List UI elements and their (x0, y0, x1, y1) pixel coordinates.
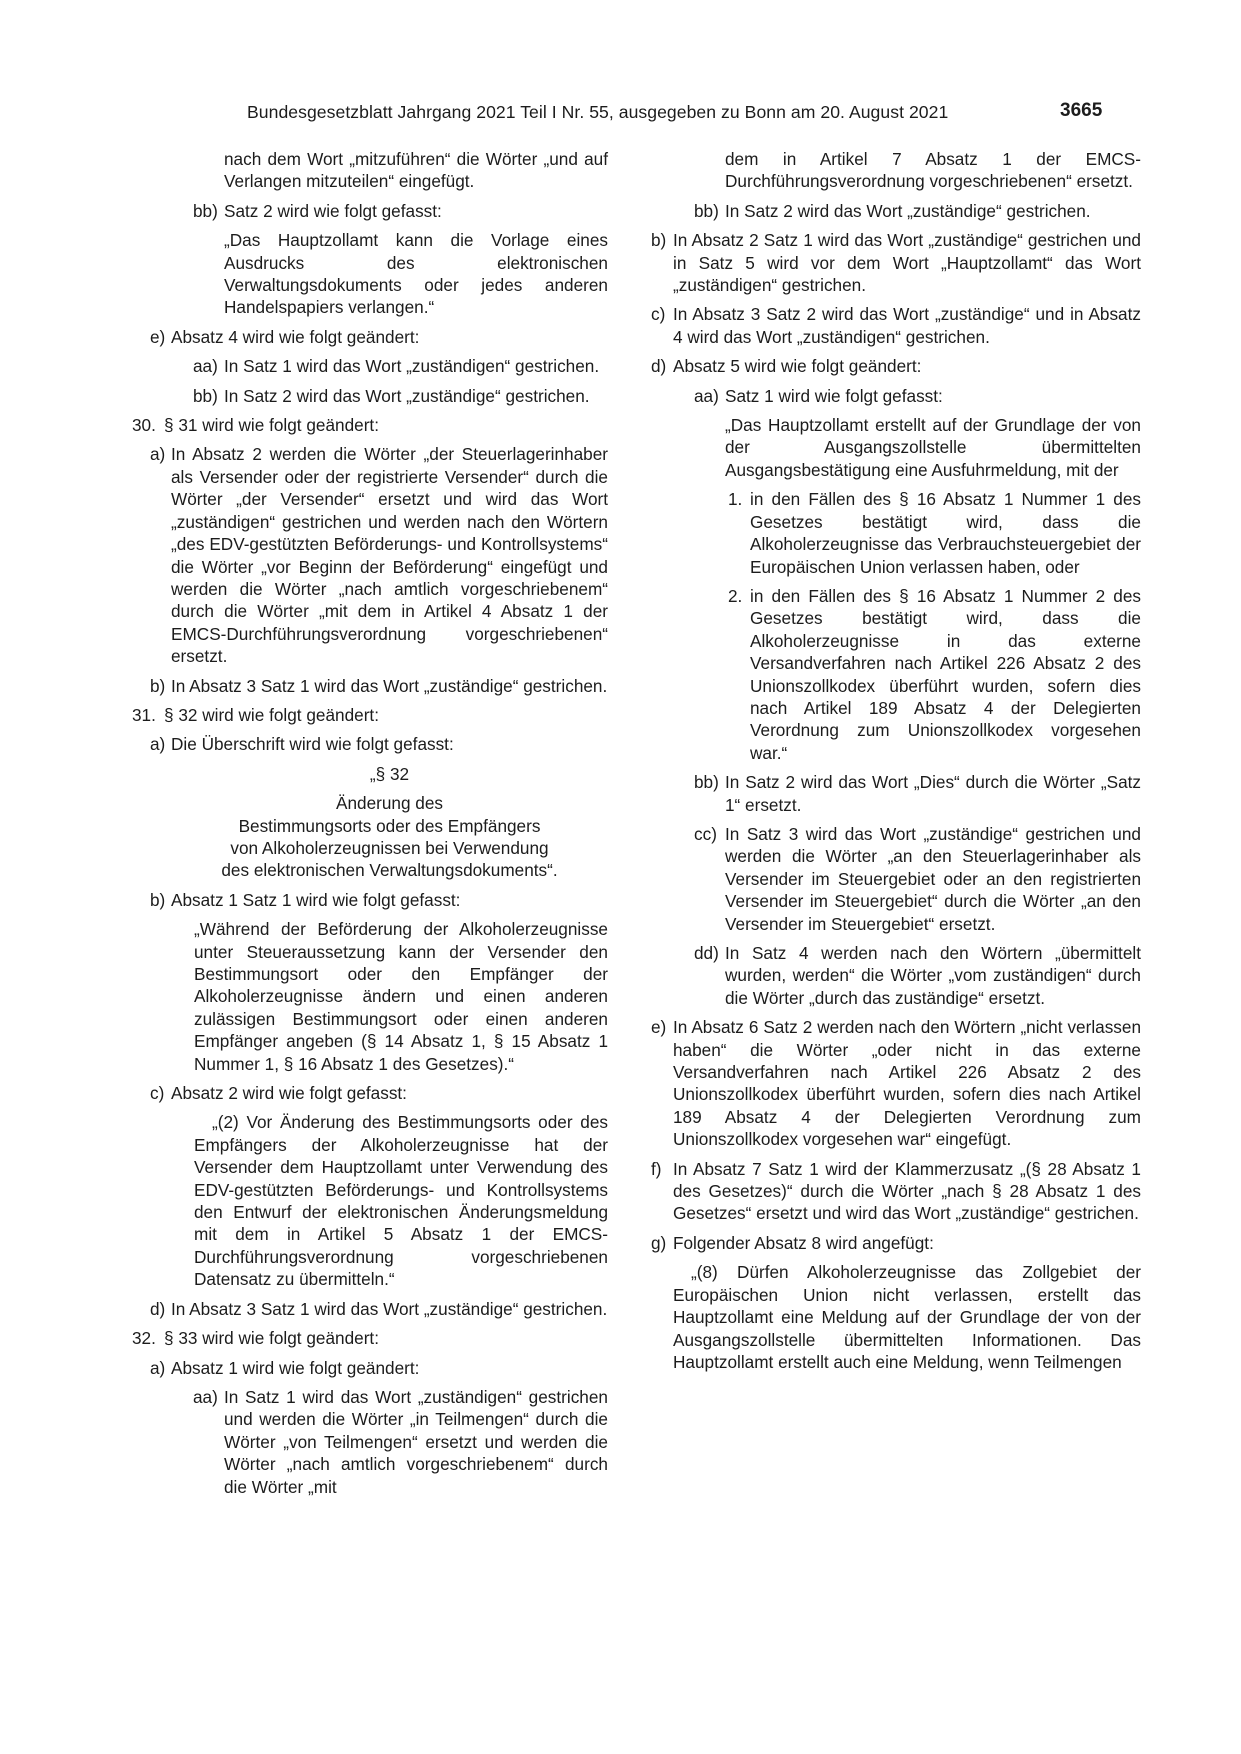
item-text: § 31 wird wie folgt geändert: (164, 415, 379, 436)
item-g (651, 1232, 1141, 1254)
item-text: in den Fällen des § 16 Absatz 1 Nummer 2 des Gesetzes bestätigt wird, dass die Alkoholerzeugnisse in das externe Versandverfahren nach Artikel 226 Absatz 2 des Unionszollkodex überführt wurden, sofern dies nach Artikel 189 Absatz 4 der Delegierten Verordnung zum Unionszollkodex vorgesehen war.“ (750, 585, 1141, 763)
item-text: Satz 1 wird wie folgt gefasst: (725, 385, 943, 406)
quoted-text: „Das Hauptzollamt erstellt auf der Grundlage der von der Ausgangszollstelle übermittelten Ausgangsbestätigung eine Ausfuhrmeldung, mit der (725, 415, 1141, 480)
item-30-b (150, 675, 608, 697)
item-label: f) (651, 1158, 662, 1179)
item-text: in den Fällen des § 16 Absatz 1 Nummer 1 des Gesetzes bestätigt wird, dass die Alkoholerzeugnisse das Verbrauchsteuergebiet der Europäischen Union verlassen haben, oder (750, 489, 1141, 577)
item-text: In Absatz 3 Satz 1 wird das Wort „zuständige“ gestrichen. (171, 1298, 608, 1319)
item-text: In Absatz 3 Satz 1 wird das Wort „zuständige“ gestrichen. (171, 675, 608, 696)
header-title: Bundesgesetzblatt Jahrgang 2021 Teil I Nr. 55, ausgegeben zu Bonn am 20. August 2021 (247, 102, 949, 122)
item-label: aa) (694, 385, 719, 406)
item-label: g) (651, 1232, 667, 1253)
heading-line: Bestimmungsorts oder des Empfängers (238, 815, 541, 836)
item-text: In Satz 2 wird das Wort „zuständige“ gestrichen. (224, 385, 590, 406)
item-label: aa) (193, 356, 218, 377)
numbered-item-2 (728, 585, 1141, 764)
quoted-text: „(2) Vor Änderung des Bestimmungsorts oder des Empfängers der Alkoholerzeugnisse hat der Versender dem Hauptzollamt unter Verwendung des EDV-gestützten Beförderungs- und Kontrollsystems den Entwurf der elektronischen Änderungsmeldung mit dem in Artikel 5 Absatz 1 der EMCS-Durchführungsverordnung vorgeschriebenen Datensatz zu übermitteln.“ (194, 1112, 608, 1290)
item-d (651, 355, 1141, 377)
item-label: e) (150, 326, 166, 347)
item-f (651, 1158, 1141, 1225)
item-text: In Satz 4 werden nach den Wörtern „übermittelt wurden, werden“ die Wörter „vom zuständigen“ durch die Wörter „durch das zuständige“ ersetzt. (725, 943, 1141, 1008)
item-text: In Satz 1 wird das Wort „zuständigen“ gestrichen und werden die Wörter „in Teilmengen“ durch die Wörter „von Teilmengen“ ersetzt und werden die Wörter „nach amtlich vorgeschriebenem“ durch die Wörter „mit (224, 1386, 608, 1497)
item-label: b) (651, 230, 667, 251)
item-label: bb) (694, 772, 719, 793)
right-column (651, 148, 1141, 1380)
item-31 (132, 704, 608, 726)
item-e (150, 326, 608, 348)
item-text: Die Überschrift wird wie folgt gefasst: (171, 734, 454, 755)
item-label: bb) (694, 200, 719, 221)
item-32-a (150, 1357, 608, 1379)
item-label: b) (150, 675, 166, 696)
item-label: aa) (193, 1386, 218, 1407)
item-text: In Absatz 2 Satz 1 wird das Wort „zuständige“ gestrichen und in Satz 5 wird vor dem Wort „Hauptzollamt“ das Wort „zuständigen“ gestrichen. (673, 230, 1141, 296)
item-text: In Satz 1 wird das Wort „zuständigen“ gestrichen. (224, 356, 600, 377)
quoted-text: „Während der Beförderung der Alkoholerzeugnisse unter Steueraussetzung kann der Versender den Bestimmungsort oder den Empfänger der Alkoholerzeugnisse ändern und einen anderen zulässigen Bestimmungsort oder einen anderen Empfänger angeben (§ 14 Absatz 1, § 15 Absatz 1 Nummer 1, § 16 Absatz 1 des Gesetzes).“ (194, 919, 608, 1074)
section-heading (171, 763, 608, 882)
item-text: In Absatz 7 Satz 1 wird der Klammerzusatz „(§ 28 Absatz 1 des Gesetzes)“ durch die Wörter „nach § 28 Absatz 1 des Gesetzes“ ersetzt und wird das Wort „zuständige“ gestrichen. (673, 1158, 1141, 1224)
item-31-a (150, 733, 608, 755)
item-number: 30. (132, 415, 156, 436)
continuation-text: dem in Artikel 7 Absatz 1 der EMCS-Durchführungsverordnung vorgeschriebenen“ ersetzt. (725, 149, 1141, 192)
item-text: In Satz 2 wird das Wort „Dies“ durch die Wörter „Satz 1“ ersetzt. (725, 772, 1141, 815)
item-31-b (150, 889, 608, 911)
item-text: Absatz 1 wird wie folgt geändert: (171, 1357, 420, 1378)
item-label: c) (150, 1083, 165, 1104)
item-label: cc) (694, 823, 717, 844)
continuation-text: nach dem Wort „mitzuführen“ die Wörter „und auf Verlangen mitzuteilen“ eingefügt. (224, 149, 608, 192)
item-30 (132, 414, 608, 436)
item-number: 2. (728, 585, 743, 606)
item-label: dd) (694, 943, 719, 963)
item-text: In Satz 2 wird das Wort „zuständige“ gestrichen. (725, 200, 1091, 221)
item-text: Absatz 5 wird wie folgt geändert: (673, 356, 922, 377)
quoted-text: „Das Hauptzollamt kann die Vorlage eines Ausdrucks des elektronischen Verwaltungsdokuments oder jedes anderen Handelspapiers verlangen.“ (224, 230, 608, 318)
item-32 (132, 1327, 608, 1349)
item-text: Folgender Absatz 8 wird angefügt: (673, 1232, 934, 1253)
item-30-a (150, 443, 608, 667)
item-text: Absatz 2 wird wie folgt gefasst: (171, 1083, 407, 1104)
item-label: a) (150, 1357, 166, 1378)
item-text: Satz 2 wird wie folgt gefasst: (224, 200, 442, 221)
sub-item-bb (694, 200, 1141, 222)
item-text: Absatz 4 wird wie folgt geändert: (171, 326, 420, 347)
item-number: 1. (728, 489, 743, 510)
item-c (651, 303, 1141, 348)
heading-line: „§ 32 (369, 763, 410, 784)
item-text: In Satz 3 wird das Wort „zuständige“ gestrichen und werden die Wörter „an den Steuerlagerinhaber als Versender im Steuergebiet oder an den registrierten Versender im Steuergebiet“ durch die Wörter „an den Versender im Steuergebiet“ ersetzt. (725, 823, 1141, 934)
item-label: d) (651, 356, 667, 377)
item-label: bb) (193, 200, 218, 221)
page-header (0, 101, 1241, 125)
item-label: a) (150, 734, 166, 755)
numbered-item-1 (728, 488, 1141, 578)
item-text: In Absatz 2 werden die Wörter „der Steuerlagerinhaber als Versender oder der registrierte Versender“ durch die Wörter „der Versender“ ersetzt und wird das Wort „zuständigen“ gestrichen und werden nach den Wörtern „des EDV-gestützten Beförderungs- und Kontrollsystems“ die Wörter „vor Beginn der Beförderung“ eingefügt und werden die Wörter „nach amtlich vorgeschriebenem“ durch die Wörter „mit dem in Artikel 4 Absatz 1 der EMCS-Durchführungsverordnung vorgeschriebenen“ ersetzt. (171, 444, 608, 667)
sub-item-aa (193, 1386, 608, 1498)
heading-line: Änderung des (335, 793, 444, 814)
sub-item-bb (694, 771, 1141, 816)
item-31-c (150, 1082, 608, 1104)
item-text: In Absatz 6 Satz 2 werden nach den Wörtern „nicht verlassen haben“ die Wörter „oder nicht in das externe Versandverfahren nach Artikel 226 Absatz 2 des Unionszollkodex überführt wurden, sofern dies nach Artikel 189 Absatz 4 der Delegierten Verordnung zum Unionszollkodex vorgesehen war“ eingefügt. (673, 1017, 1141, 1150)
left-column (130, 148, 608, 1505)
heading-line: von Alkoholerzeugnissen bei Verwendung (230, 837, 549, 858)
sub-item-aa (694, 385, 1141, 407)
page-number: 3665 (1060, 100, 1103, 121)
item-label: bb) (193, 385, 218, 406)
sub-item-bb (193, 385, 608, 407)
heading-line: des elektronischen Verwaltungsdokuments“. (221, 860, 558, 881)
item-label: c) (651, 304, 666, 325)
item-label: b) (150, 889, 166, 910)
item-number: 31. (132, 704, 156, 725)
item-number: 32. (132, 1328, 156, 1349)
item-text: § 33 wird wie folgt geändert: (164, 1328, 379, 1349)
item-label: d) (150, 1298, 166, 1319)
sub-item-cc (694, 823, 1141, 935)
item-label: a) (150, 444, 166, 465)
item-b (651, 229, 1141, 296)
item-text: § 32 wird wie folgt geändert: (164, 704, 379, 725)
sub-item-bb (193, 200, 608, 222)
item-text: Absatz 1 Satz 1 wird wie folgt gefasst: (171, 889, 461, 910)
item-text: In Absatz 3 Satz 2 wird das Wort „zuständige“ und in Absatz 4 wird das Wort „zuständigen“ gestrichen. (673, 304, 1141, 347)
item-e (651, 1016, 1141, 1150)
sub-item-aa (193, 355, 608, 377)
item-label: e) (651, 1017, 667, 1038)
quoted-text: „(8) Dürfen Alkoholerzeugnisse das Zollgebiet der Europäischen Union nicht verlassen, erstellt das Hauptzollamt eine Meldung auf der Grundlage der von der Ausgangszollstelle übermittelten Informationen. Das Hauptzollamt erstellt auch eine Meldung, wenn Teilmengen (673, 1262, 1141, 1372)
sub-item-dd (694, 942, 1141, 1009)
item-31-d (150, 1298, 608, 1320)
